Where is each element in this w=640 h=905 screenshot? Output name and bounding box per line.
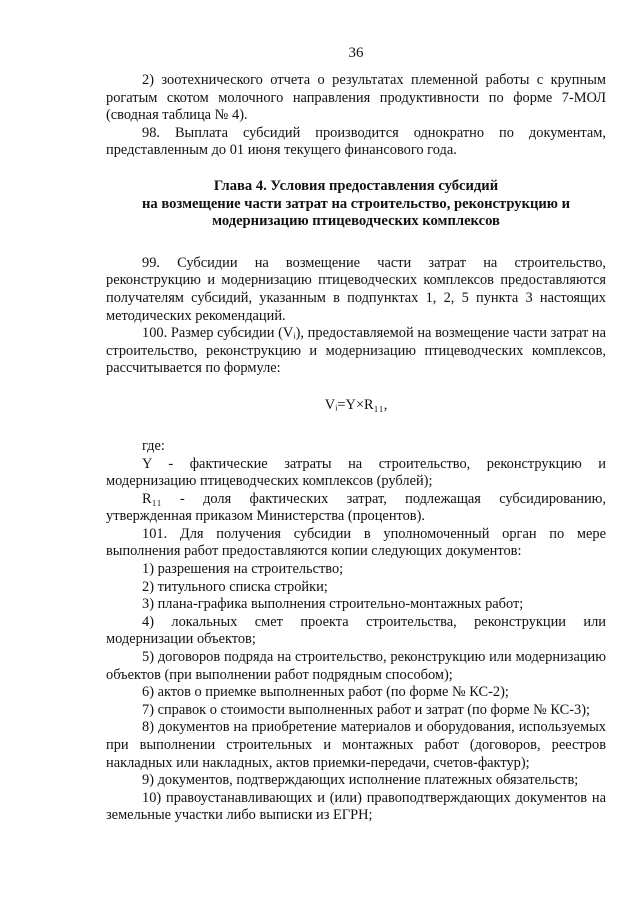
- paragraph-101: 101. Для получения субсидии в уполномоченный орган по мере выполнения работ предоставляются копии следующих документов:: [106, 525, 606, 560]
- list-item-9: 9) документов, подтверждающих исполнение платежных обязательств;: [142, 772, 579, 789]
- list-item-7: 7) справок о стоимости выполненных работ и затрат (по форме № КС-3);: [142, 701, 591, 718]
- list-item-6: 6) актов о приемке выполненных работ (по форме № КС-2);: [142, 684, 509, 701]
- subsidy-formula: Vᵢ=Y×R₁₁,: [324, 396, 388, 413]
- list-item-10: 10) правоустанавливающих и (или) правоподтверждающих документов на земельные участки либо выписки из ЕГРН;: [106, 789, 606, 824]
- page-number: 36: [348, 45, 364, 61]
- list-item-1: 1) разрешения на строительство;: [142, 561, 344, 578]
- paragraph-100: 100. Размер субсидии (Vᵢ), предоставляемой на возмещение части затрат на строительство, реконструкцию и модернизацию птицеводческих комплексов, рассчитывается по формуле:: [106, 325, 606, 377]
- list-item-4: 4) локальных смет проекта строительства, реконструкции или модернизации объектов;: [106, 613, 606, 648]
- paragraph-zootechnical-report: 2) зоотехнического отчета о результатах племенной работы с крупным рогатым скотом молочного направления продуктивности по форме 7-МОЛ (сводная таблица № 4).: [106, 72, 606, 124]
- list-item-8: 8) документов на приобретение материалов и оборудования, используемых при выполнении строительных и монтажных работ (договоров, реестров накладных или накладных, актов приемки-передачи, счетов-фактур);: [106, 719, 606, 771]
- definition-y: Y - фактические затраты на строительство, реконструкцию и модернизацию птицеводческих комплексов (рублей);: [106, 455, 606, 490]
- list-item-5: 5) договоров подряда на строительство, реконструкцию или модернизацию объектов (при выполнении работ подрядным способом);: [106, 649, 606, 683]
- list-item-2: 2) титульного списка стройки;: [142, 578, 328, 595]
- list-item-3: 3) плана-графика выполнения строительно-монтажных работ;: [142, 596, 524, 613]
- chapter-title-line: Глава 4. Условия предоставления субсидий: [213, 177, 499, 194]
- paragraph-98: 98. Выплата субсидий производится однократно по документам, представленным до 01 июня текущего финансового года.: [106, 124, 606, 159]
- chapter-title: [106, 178, 606, 231]
- chapter-title-line: модернизацию птицеводческих комплексов: [212, 213, 500, 230]
- chapter-title-line: на возмещение части затрат на строительство, реконструкцию и: [141, 195, 571, 212]
- definition-r11: R₁₁ - доля фактических затрат, подлежащая субсидированию, утвержденная приказом Министерства (процентов).: [106, 490, 606, 525]
- where-label: где:: [142, 437, 165, 454]
- paragraph-99: 99. Субсидии на возмещение части затрат на строительство, реконструкцию и модернизацию птицеводческих комплексов предоставляются получателям субсидий, указанным в подпунктах 1, 2, 5 пункта 3 настоящих методических рекомендаций.: [106, 254, 606, 324]
